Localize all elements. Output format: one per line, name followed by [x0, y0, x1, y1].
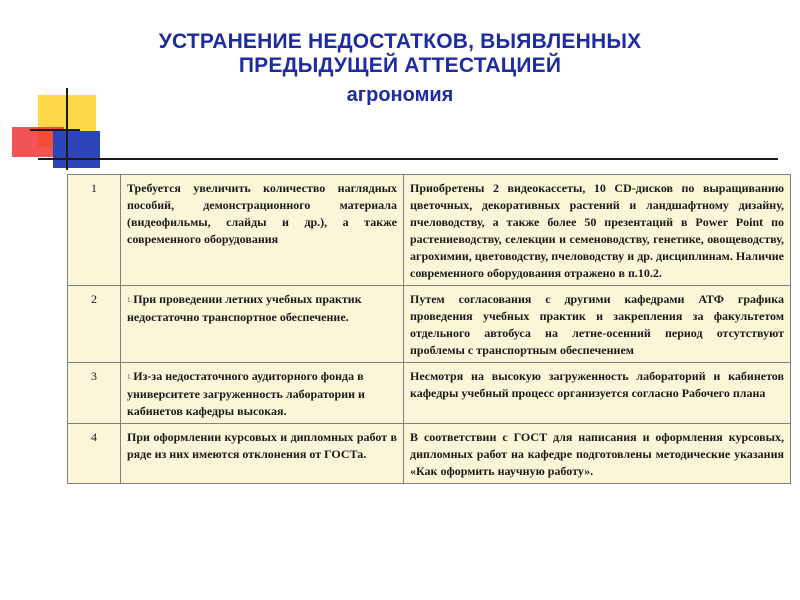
row-number: 2 [68, 286, 121, 363]
issue-text: Из-за недостаточного аудиторного фонда в университете загруженность лаборатории и кабинетов кафедры высокая. [127, 369, 365, 418]
resolution-cell [404, 423, 791, 483]
issue-cell [121, 363, 404, 424]
row-number: 4 [68, 423, 121, 483]
resolution-text: Путем согласования с другими кафедрами АТФ графика проведения учебных практик и закрепления за факультетом отдельного автобуса на летне-осенний период отсутствуют проблемы с транспортным обеспечением [410, 292, 784, 357]
resolution-text: Приобретены 2 видеокассеты, 10 CD-дисков по выращиванию цветочных, декоративных растений и ландшафтному дизайну, пчеловодству, а также более 50 презентаций в Power Point по растениеводству, селекции и семеноводству, генетике, овощеводству, агрохимии, цветоводству, пчеловодству и др. дисциплинам. Наличие современного оборудования отражено в п.10.2. [410, 181, 784, 280]
list-bullet: 1. [127, 372, 133, 381]
issue-text: При проведении летних учебных практик недостаточно транспортное обеспечение. [127, 292, 362, 324]
issue-cell [121, 423, 404, 483]
page-title-line-2: ПРЕДЫДУЩЕЙ АТТЕСТАЦИЕЙ [238, 54, 562, 77]
resolution-text: Несмотря на высокую загруженность лабораторий и кабинетов кафедры учебный процесс организуется согласно Рабочего плана [410, 369, 784, 400]
page-title-line-1: УСТРАНЕНИЕ НЕДОСТАТКОВ, ВЫЯВЛЕННЫХ [158, 30, 642, 53]
issue-cell [121, 286, 404, 363]
table-row [68, 175, 791, 286]
resolution-text: В соответствии с ГОСТ для написания и оформления курсовых, дипломных работ на кафедре подготовлены методические указания «Как оформить научную работу». [410, 429, 784, 478]
issue-block [127, 368, 377, 420]
decorative-blue-square [53, 131, 100, 168]
resolution-cell [404, 286, 791, 363]
decorative-short-horizontal-line [30, 129, 80, 131]
decorative-divider-line [38, 158, 778, 160]
table-row [68, 286, 791, 363]
issue-cell [121, 175, 404, 286]
page-subtitle: агрономия [346, 84, 454, 106]
list-bullet: 1. [127, 295, 133, 304]
deficiencies-table [67, 174, 791, 484]
title-block [50, 30, 750, 108]
issue-text: Требуется увеличить количество наглядных пособий, демонстрационного материала (видеофильмы, слайды и др.), а также современного оборудования [127, 181, 397, 246]
table-row [68, 363, 791, 424]
table-row [68, 423, 791, 483]
resolution-cell [404, 363, 791, 424]
issue-block [127, 291, 377, 326]
row-number: 1 [68, 175, 121, 286]
issue-text: При оформлении курсовых и дипломных работ в ряде из них имеются отклонения от ГОСТа. [127, 429, 397, 461]
resolution-cell [404, 175, 791, 286]
row-number: 3 [68, 363, 121, 424]
